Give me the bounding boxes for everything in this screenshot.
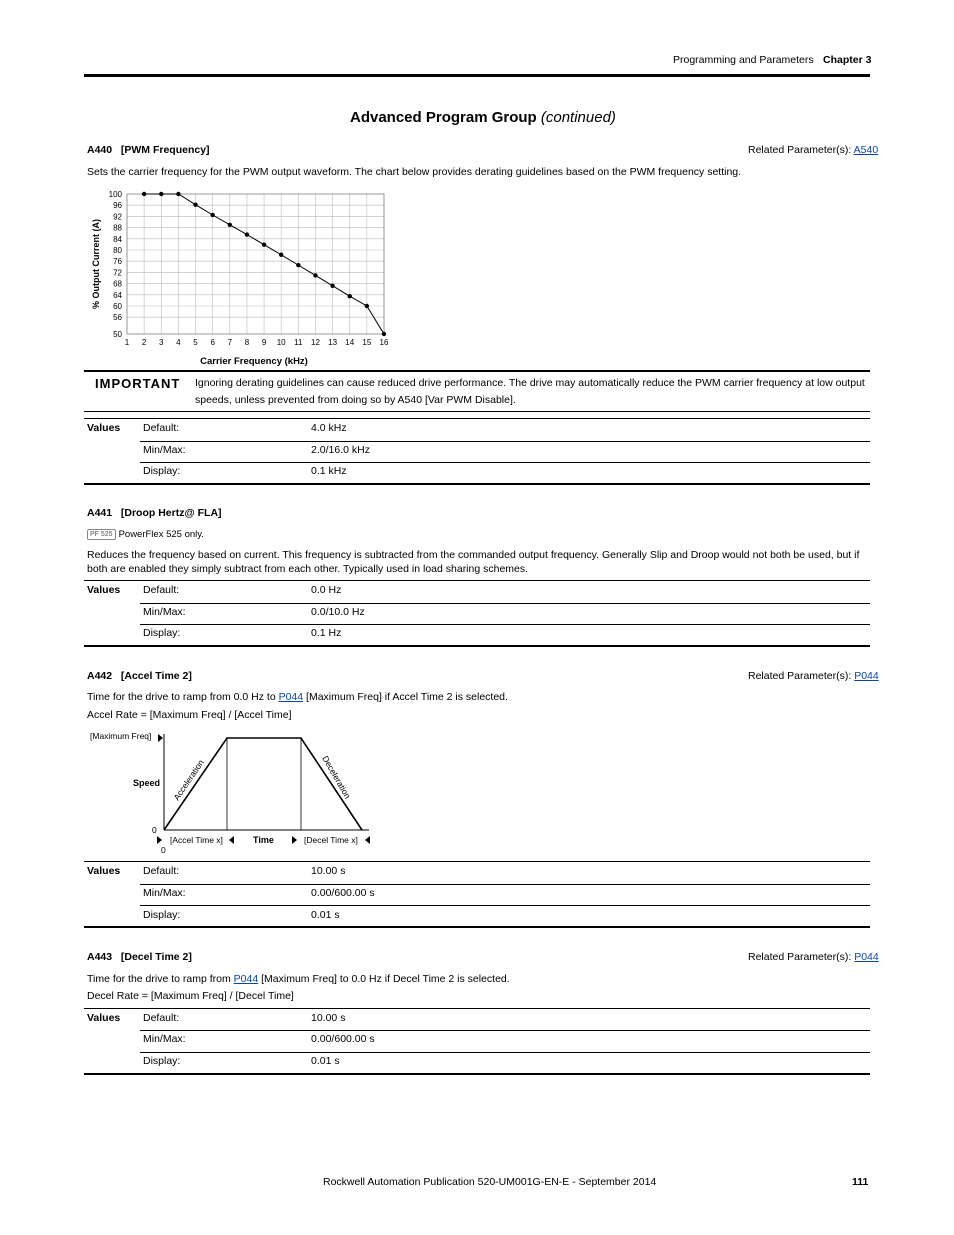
chart-x-tick: 9 bbox=[261, 338, 267, 347]
accel-start-arrow-icon bbox=[157, 836, 162, 844]
a442-display-value: 0.01 s bbox=[311, 909, 340, 921]
speed-profile bbox=[164, 738, 362, 830]
pwm-derating-chart bbox=[84, 186, 394, 368]
chart-y-tick: 88 bbox=[113, 223, 122, 233]
a441-description: Reduces the frequency based on current. This frequency is subtracted from the commanded output frequency. Generally Slip and Droop would not both be used, but if both are enabled they simply subtract from each other. Typically used in load sharing schemes. bbox=[87, 549, 860, 575]
chart-frame bbox=[127, 194, 384, 334]
decel-start-arrow-icon bbox=[292, 836, 297, 844]
a443-values-top-rule bbox=[84, 1008, 870, 1009]
chart-data-point bbox=[348, 294, 352, 298]
chart-x-tick: 12 bbox=[311, 338, 320, 347]
chart-y-tick: 72 bbox=[113, 268, 122, 278]
a440-row-rule bbox=[140, 441, 870, 442]
a442-minmax-value: 0.00/600.00 s bbox=[311, 887, 375, 899]
important-top-rule bbox=[84, 370, 870, 372]
a440-values-bottom-rule bbox=[84, 483, 870, 485]
chart-y-tick: 56 bbox=[113, 313, 122, 323]
chart-x-tick: 11 bbox=[294, 338, 303, 347]
a441-values-bottom-rule bbox=[84, 645, 870, 647]
max-freq-label: [Maximum Freq] bbox=[90, 731, 152, 741]
accel-end-arrow-icon bbox=[229, 836, 234, 844]
a441-heading: A441 [Droop Hertz@ FLA] bbox=[87, 507, 222, 519]
deceleration-label: Deceleration bbox=[320, 754, 353, 801]
important-bottom-rule bbox=[84, 411, 870, 412]
decel-time-label: [Decel Time x] bbox=[304, 835, 358, 845]
a442-values-top-rule bbox=[84, 861, 870, 862]
chart-y-tick: 76 bbox=[113, 257, 122, 267]
chart-y-tick: 50 bbox=[113, 330, 122, 339]
chart-x-tick: 7 bbox=[227, 338, 233, 347]
a442-related: Related Parameter(s): P044 bbox=[748, 670, 879, 682]
chart-x-tick: 2 bbox=[141, 338, 147, 347]
chart-data-point bbox=[365, 304, 369, 308]
chart-x-tick: 4 bbox=[176, 338, 181, 347]
chart-x-tick: 16 bbox=[379, 338, 389, 347]
chart-data-point bbox=[193, 202, 197, 206]
chart-data-point bbox=[330, 284, 334, 288]
chart-x-tick: 6 bbox=[210, 338, 215, 347]
a440-related: Related Parameter(s): A540 bbox=[748, 144, 879, 156]
accel-decel-diagram bbox=[84, 726, 384, 856]
chart-y-tick: 64 bbox=[113, 290, 122, 300]
a440-description: Sets the carrier frequency for the PWM output waveform. The chart below provides derating guidelines based on the PWM frequency setting. bbox=[87, 166, 742, 178]
chart-data-point bbox=[159, 192, 163, 196]
a441-minmax-key: Min/Max: bbox=[143, 606, 186, 618]
chart-x-label: Carrier Frequency (kHz) bbox=[200, 356, 308, 367]
chart-data-point bbox=[142, 192, 146, 196]
a441-values-top-rule bbox=[84, 580, 870, 581]
a443-description: Time for the drive to ramp from P044 [Maximum Freq] to 0.0 Hz if Decel Time 2 is selected. bbox=[87, 973, 510, 985]
chart-x-tick: 8 bbox=[244, 338, 250, 347]
chart-y-tick: 96 bbox=[113, 201, 122, 211]
accel-time-label: [Accel Time x] bbox=[170, 835, 223, 845]
a440-values-label: Values bbox=[87, 422, 121, 434]
zero-time-label: 0 bbox=[161, 845, 166, 855]
chart-x-tick: 13 bbox=[328, 338, 338, 347]
decel-end-arrow-icon bbox=[365, 836, 370, 844]
chart-x-tick: 15 bbox=[362, 338, 372, 347]
speed-label: Speed bbox=[133, 778, 161, 788]
page-number: 111 bbox=[852, 1176, 869, 1188]
a440-values-top-rule bbox=[84, 418, 870, 419]
a443-row-rule bbox=[140, 1052, 870, 1053]
a443-minmax-key: Min/Max: bbox=[143, 1033, 186, 1045]
a442-row-rule bbox=[140, 884, 870, 885]
chart-y-tick: 80 bbox=[113, 246, 122, 255]
a443-values-bottom-rule bbox=[84, 1073, 870, 1075]
p044-inline-link[interactable]: P044 bbox=[233, 973, 259, 985]
a440-row-rule bbox=[140, 462, 870, 463]
a442-row-rule bbox=[140, 905, 870, 906]
a441-row-rule bbox=[140, 624, 870, 625]
a440-minmax-key: Min/Max: bbox=[143, 444, 186, 456]
a441-default-key: Default: bbox=[143, 584, 180, 596]
a442-rate: Accel Rate = [Maximum Freq] / [Accel Time] bbox=[87, 709, 292, 721]
chart-x-tick: 5 bbox=[193, 338, 198, 347]
chart-y-label: % Output Current (A) bbox=[91, 219, 101, 309]
header-section: Programming and Parameters bbox=[673, 54, 814, 66]
zero-speed-label: 0 bbox=[152, 825, 157, 835]
chart-data-point bbox=[313, 273, 317, 277]
chart-data-point bbox=[245, 232, 249, 236]
important-label: IMPORTANT bbox=[95, 376, 181, 391]
header-rule bbox=[84, 74, 870, 77]
chart-data-point bbox=[279, 253, 283, 257]
chart-data-point bbox=[176, 192, 180, 196]
a443-display-key: Display: bbox=[143, 1055, 181, 1067]
time-label: Time bbox=[253, 835, 274, 845]
a443-default-key: Default: bbox=[143, 1012, 180, 1024]
chart-data-point bbox=[228, 223, 232, 227]
chart-data-point bbox=[210, 213, 214, 217]
a442-values-label: Values bbox=[87, 865, 121, 877]
a441-values-label: Values bbox=[87, 584, 121, 596]
a443-row-rule bbox=[140, 1030, 870, 1031]
chart-x-tick: 14 bbox=[345, 338, 355, 347]
a443-values-label: Values bbox=[87, 1012, 121, 1024]
a440-heading: A440 [PWM Frequency] bbox=[87, 144, 210, 156]
p044-link[interactable]: P044 bbox=[854, 670, 879, 682]
a442-values-bottom-rule bbox=[84, 926, 870, 928]
chart-y-tick: 60 bbox=[113, 302, 122, 311]
a442-minmax-key: Min/Max: bbox=[143, 887, 186, 899]
a441-row-rule bbox=[140, 603, 870, 604]
a442-default-key: Default: bbox=[143, 865, 180, 877]
footer-publication: Rockwell Automation Publication 520-UM001G-EN-E - September 2014 bbox=[323, 1176, 657, 1188]
header-chapter: Chapter 3 bbox=[823, 54, 872, 66]
a443-minmax-value: 0.00/600.00 s bbox=[311, 1033, 375, 1045]
a441-minmax-value: 0.0/10.0 Hz bbox=[311, 606, 365, 618]
chart-data-point bbox=[382, 332, 386, 336]
p044-inline-link[interactable]: P044 bbox=[278, 691, 304, 703]
a443-default-value: 10.00 s bbox=[311, 1012, 346, 1024]
chart-y-tick: 100 bbox=[108, 190, 122, 199]
a440-default-value: 4.0 kHz bbox=[311, 422, 347, 434]
a440-display-value: 0.1 kHz bbox=[311, 465, 347, 477]
important-text: Ignoring derating guidelines can cause reduced drive performance. The drive may automatically reduce the PWM carrier frequency at low output speeds, unless prevented from doing so by A540 [Var PWM Disable]. bbox=[195, 377, 865, 406]
a440-minmax-value: 2.0/16.0 kHz bbox=[311, 444, 370, 456]
a442-display-key: Display: bbox=[143, 909, 181, 921]
chart-y-tick: 92 bbox=[113, 212, 122, 222]
a443-related: Related Parameter(s): P044 bbox=[748, 951, 879, 963]
chart-y-tick: 84 bbox=[113, 234, 122, 244]
chart-data-point bbox=[262, 242, 266, 246]
acceleration-label: Acceleration bbox=[171, 757, 206, 803]
a442-heading: A442 [Accel Time 2] bbox=[87, 670, 192, 682]
chart-x-tick: 3 bbox=[159, 338, 164, 347]
chart-x-tick: 1 bbox=[124, 338, 130, 347]
a441-display-value: 0.1 Hz bbox=[311, 627, 342, 639]
a443-heading: A443 [Decel Time 2] bbox=[87, 951, 192, 963]
chart-y-tick: 68 bbox=[113, 279, 122, 289]
p044-link[interactable]: P044 bbox=[854, 951, 879, 963]
a442-description: Time for the drive to ramp from 0.0 Hz to P044 [Maximum Freq] if Accel Time 2 is selected. bbox=[87, 691, 508, 703]
a540-link[interactable]: A540 bbox=[853, 144, 879, 156]
a440-display-key: Display: bbox=[143, 465, 181, 477]
a441-display-key: Display: bbox=[143, 627, 181, 639]
max-freq-arrow-icon bbox=[158, 734, 163, 742]
a441-default-value: 0.0 Hz bbox=[311, 584, 342, 596]
a443-rate: Decel Rate = [Maximum Freq] / [Decel Time] bbox=[87, 990, 294, 1002]
a443-display-value: 0.01 s bbox=[311, 1055, 340, 1067]
a441-note: PF 525 PowerFlex 525 only. bbox=[87, 528, 204, 541]
chart-x-tick: 10 bbox=[276, 338, 286, 347]
chart-data-point bbox=[296, 263, 300, 267]
a440-default-key: Default: bbox=[143, 422, 180, 434]
page-title: Advanced Program Group (continued) bbox=[350, 109, 616, 126]
pf525-badge: PF 525 bbox=[87, 529, 116, 540]
a442-default-value: 10.00 s bbox=[311, 865, 346, 877]
